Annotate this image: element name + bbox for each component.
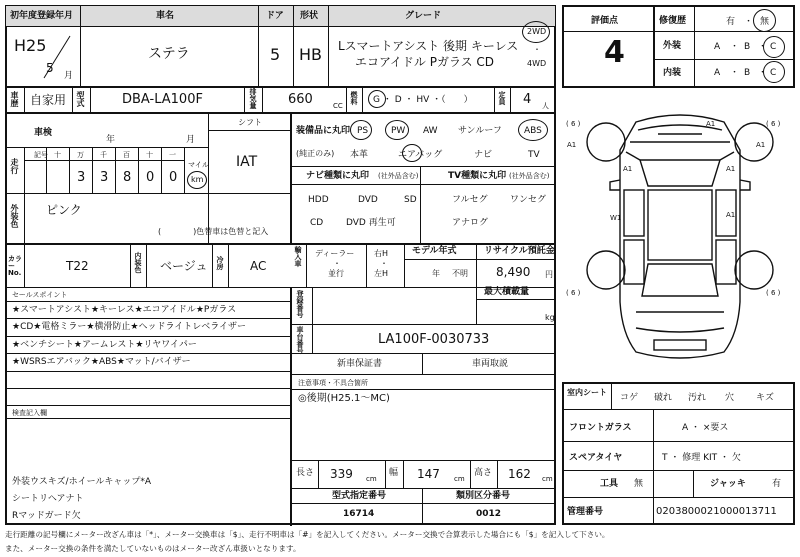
seat-condition-option: コゲ [620,393,639,403]
equip-tv: TV [528,150,540,160]
inspector-line-2: シートリヘアナト [12,494,84,504]
navi-type-note: (社外品含む) [378,172,419,180]
exterior-grade-c-circle [763,36,785,58]
displacement-header: 排気量 [249,88,257,109]
tv-oneseg: ワンセグ [510,195,547,205]
mileage-cell-divider [46,147,47,193]
navi-type-header: ナビ種類に丸印 [306,171,370,181]
sales-point-4: ★WSRSエアバック★ABS★マット/バイザー [12,357,191,367]
mileage-unit-label: 百 [123,151,130,159]
corner-mark-front-right: ( 6 ) [766,120,781,128]
drive-2wd-circle [522,21,550,43]
mileage-unit-label: 一 [169,151,176,159]
drive-4wd: 4WD [527,59,547,68]
mileage-digit: 0 [169,170,178,185]
capacity-header: 定員 [498,91,506,105]
displacement-unit: CC [333,102,343,110]
color-change-note: ( )色替車は色替と記入 [158,227,269,236]
windshield-header: フロントガラス [569,423,632,433]
model-code-value: DBA-LA100F [122,92,203,107]
import-right-hand: 右H [374,249,389,258]
usage-value: 自家用 [30,93,67,107]
diagram-mark-7: A1 [726,211,736,219]
mileage-digit: 3 [77,170,86,185]
width-unit: cm [454,475,465,483]
seat-condition-option: 破れ [654,393,673,403]
notes-header: 注意事項・不具合箇所 [298,379,368,387]
ac-header: 冷房 [216,256,224,270]
mileage-header: 走行 [10,158,19,174]
interior-grade-option: B [744,68,751,78]
diagram-mark-1: A1 [706,120,716,128]
interior-grade-option: ・ [758,68,768,78]
max-load-header: 最大積載量 [484,287,530,297]
shift-header: シフト [238,118,262,127]
registration-month: 5 [46,61,54,75]
mileage-digit: 0 [146,170,155,185]
mileage-unit-label: 万 [77,151,84,159]
tools-header: 工具 [600,479,619,489]
inspector-line-1: 外装ウスキズ/ホイールキャップ*A [12,477,152,487]
exterior-grade-header: 外装 [663,41,682,51]
month-unit: 月 [64,71,74,81]
shape-header: 形状 [300,11,319,21]
mileage-cell-divider [161,147,162,193]
exterior-color-header: 外装色 [10,204,19,228]
shaken-year-unit: 年 [106,135,116,145]
km-circle [187,171,207,189]
shift-value: IAT [236,154,258,170]
length-value: 339 [330,467,353,481]
height-unit: cm [542,475,553,483]
import-left-hand: 左H [374,269,389,278]
navi-dvd: DVD [358,195,378,205]
chassis-number-header: 車台番号 [296,326,304,354]
car-name-header: 車名 [156,11,175,21]
score-value: 4 [604,35,625,70]
diagram-mark-2: A1 [567,141,577,149]
recycle-value: 8,490 [496,265,531,279]
interior-color-value: ベージュ [160,259,208,273]
seat-condition-option: 穴 [725,393,735,403]
mileage-unit-label: 千 [100,151,107,159]
import-header: 輸入車 [294,246,302,267]
control-number-header: 管理番号 [567,507,604,517]
height-value: 162 [508,467,531,481]
equip-leather: 本革 [350,150,369,160]
equipment-subheader: (純正のみ) [296,149,335,158]
sales-point-1: ★スマートアシスト★キーレス★エコアイドル★Pガラス [12,305,237,315]
drive-sep: ・ [533,45,541,54]
model-year-header: モデル年式 [412,246,457,256]
mileage-cell-divider [92,147,93,193]
mileage-unit-label: 十 [146,151,153,159]
new-car-warranty: 新車保証書 [337,359,383,369]
navi-hdd: HDD [308,195,329,205]
usage-header: 車歴 [10,91,19,107]
length-unit: cm [366,475,377,483]
mileage-kigou-header: 記号 [34,151,48,159]
model-year-unit: 年 [432,269,440,278]
corner-mark-rear-right: ( 6 ) [766,289,781,297]
registration-number-header: 登録番号 [296,290,304,318]
class-number-header: 類別区分番号 [456,491,511,501]
chassis-number-value: LA100F-0030733 [378,332,490,347]
length-header: 長さ [296,468,315,478]
height-header: 高さ [474,468,493,478]
control-number-value: 0203800021000013711 [656,506,777,517]
displacement-value: 660 [288,92,313,107]
navi-cd: CD [310,218,324,228]
width-value: 147 [417,467,440,481]
equip-abs: ABS [524,126,542,136]
mileage-unit-label: 十 [54,151,61,159]
width-header: 幅 [389,468,399,478]
windshield-value: A ・ ×要ス [682,423,729,433]
equip-navi: ナビ [474,150,493,160]
mileage-digit: 8 [123,170,132,185]
grade-line-2: エコアイドル Pガラス CD [355,55,495,69]
class-number-value: 0012 [476,509,502,519]
exterior-grade-option: ・ [758,42,768,52]
max-load-unit: kg [545,313,555,322]
color-code-value: T22 [66,259,89,273]
mileage-digit: 3 [100,170,109,185]
mile-unit: マイル [188,161,209,169]
tv-analog: アナログ [452,218,489,228]
capacity-unit: 人 [542,102,549,110]
corner-mark-rear-left: ( 6 ) [566,289,581,297]
equip-airbag: エアバッグ [398,150,443,160]
fuel-options: G ・ D ・ HV ・（ ） [373,95,473,105]
recycle-header: リサイクル預託金 [484,246,555,256]
exterior-grade-option: ・ [730,42,740,52]
recycle-unit: 円 [545,270,553,279]
tools-value: 無 [634,479,644,489]
km-unit: km [191,175,204,184]
interior-grade-option: A [714,68,721,78]
footer-note-1: 走行距離の記号欄にメーター改ざん車は「*」、メーター交換車は「$」、走行不明車は「#」を記入してください。メーター交換で合算表示した場合にも「$」を記入して下さい。 [5,530,610,539]
exterior-grade-option: A [714,42,721,52]
equipment-header: 装備品に丸印 [296,126,351,136]
jack-header: ジャッキ [710,479,746,489]
door-count: 5 [270,45,281,64]
equip-ps-circle [350,120,372,140]
drive-2wd: 2WD [527,27,547,36]
import-dot: ・ [333,259,341,268]
first-registration-header: 初年度登録年月 [10,11,74,21]
corner-mark-front-left: ( 6 ) [566,120,581,128]
diagram-mark-6: W1 [610,214,622,222]
model-year-unknown: 不明 [452,269,468,278]
equip-airbag-circle [402,144,422,162]
interior-grade-c-circle [763,61,785,83]
interior-seat-header: 室内シート [567,388,607,397]
mileage-cell-divider [138,147,139,193]
fuel-header: 燃料 [350,91,358,105]
car-damage-diagram [562,90,798,382]
type-designation-value: 16714 [343,509,375,519]
owners-manual: 車両取説 [472,359,509,369]
capacity-value: 4 [523,92,532,107]
model-code-header: 型式 [76,91,85,107]
seat-condition-option: キズ [756,393,774,403]
diagram-mark-3: A1 [756,141,766,149]
exterior-color-value: ピンク [46,203,82,217]
ac-value: AC [250,259,267,273]
mileage-cell-divider [69,147,70,193]
registration-year: H25 [14,36,47,55]
navi-sd: SD [404,195,417,205]
interior-grade-option: C [770,68,777,78]
tv-type-header: TV種類に丸印 [448,171,507,181]
color-code-header: カラーNo. [8,255,22,277]
repair-none-circle [753,9,776,32]
shaken-header: 車検 [34,128,53,138]
seat-condition-option: 汚れ [688,393,707,403]
grade-header: グレード [405,11,442,21]
tv-fullseg: フルセグ [452,195,488,205]
equip-aw: AW [423,126,438,136]
exterior-grade-option: C [770,42,777,52]
diagram-mark-4: A1 [623,165,633,173]
repair-yes: 有 [726,17,736,27]
notes-value: ◎後期(H25.1〜MC) [298,393,390,404]
equip-abs-circle [518,119,548,141]
repair-sep: ・ [744,17,754,27]
jack-value: 有 [772,479,782,489]
equip-pw-circle [385,120,409,140]
type-designation-header: 型式指定番号 [332,491,387,501]
sales-point-3: ★ベンチシート★アームレスト★リヤワイパー [12,340,197,350]
import-dot-2: ・ [380,259,388,268]
tv-type-note: (社外品含む) [509,172,550,180]
import-parallel: 並行 [328,269,344,278]
car-name-value: ステラ [148,46,190,62]
interior-grade-header: 内装 [663,68,682,78]
mileage-cell-divider [115,147,116,193]
score-header: 評価点 [591,16,619,26]
repair-none: 無 [760,17,770,27]
diagram-mark-5: A1 [726,165,736,173]
repair-history-header: 修復歴 [659,16,687,26]
door-header: ドア [266,11,284,21]
shaken-month-unit: 月 [186,135,196,145]
inspector-line-3: Rマッドガード欠 [12,511,81,521]
fuel-g-circle [368,90,386,108]
equip-sunroof: サンルーフ [458,126,502,136]
import-dealer: ディーラー [315,249,355,258]
spare-tire-value: T ・ 修理 KIT ・ 欠 [662,453,741,463]
inspector-header: 検査記入欄 [12,409,47,417]
equip-pw: PW [391,126,406,136]
sales-point-2: ★CD★電格ミラー★横滑防止★ヘッドライトレベライザー [12,322,246,332]
mileage-cell-divider [184,147,185,193]
grade-line-1: Lスマートアシスト 後期 キーレス [338,39,519,53]
interior-color-header: 内装色 [134,252,142,273]
sales-points-header: セールスポイント [12,291,68,299]
equip-ps: PS [357,126,369,136]
body-shape: HB [299,45,323,64]
spare-tire-header: スペアタイヤ [569,453,623,463]
interior-grade-option: ・ [730,68,740,78]
footer-note-2: また、メーター交換の条件を満たしていないものはメーター改ざん車扱いとなります。 [5,544,301,553]
navi-dvd-play: DVD 再生可 [346,218,396,228]
exterior-grade-option: B [744,42,751,52]
